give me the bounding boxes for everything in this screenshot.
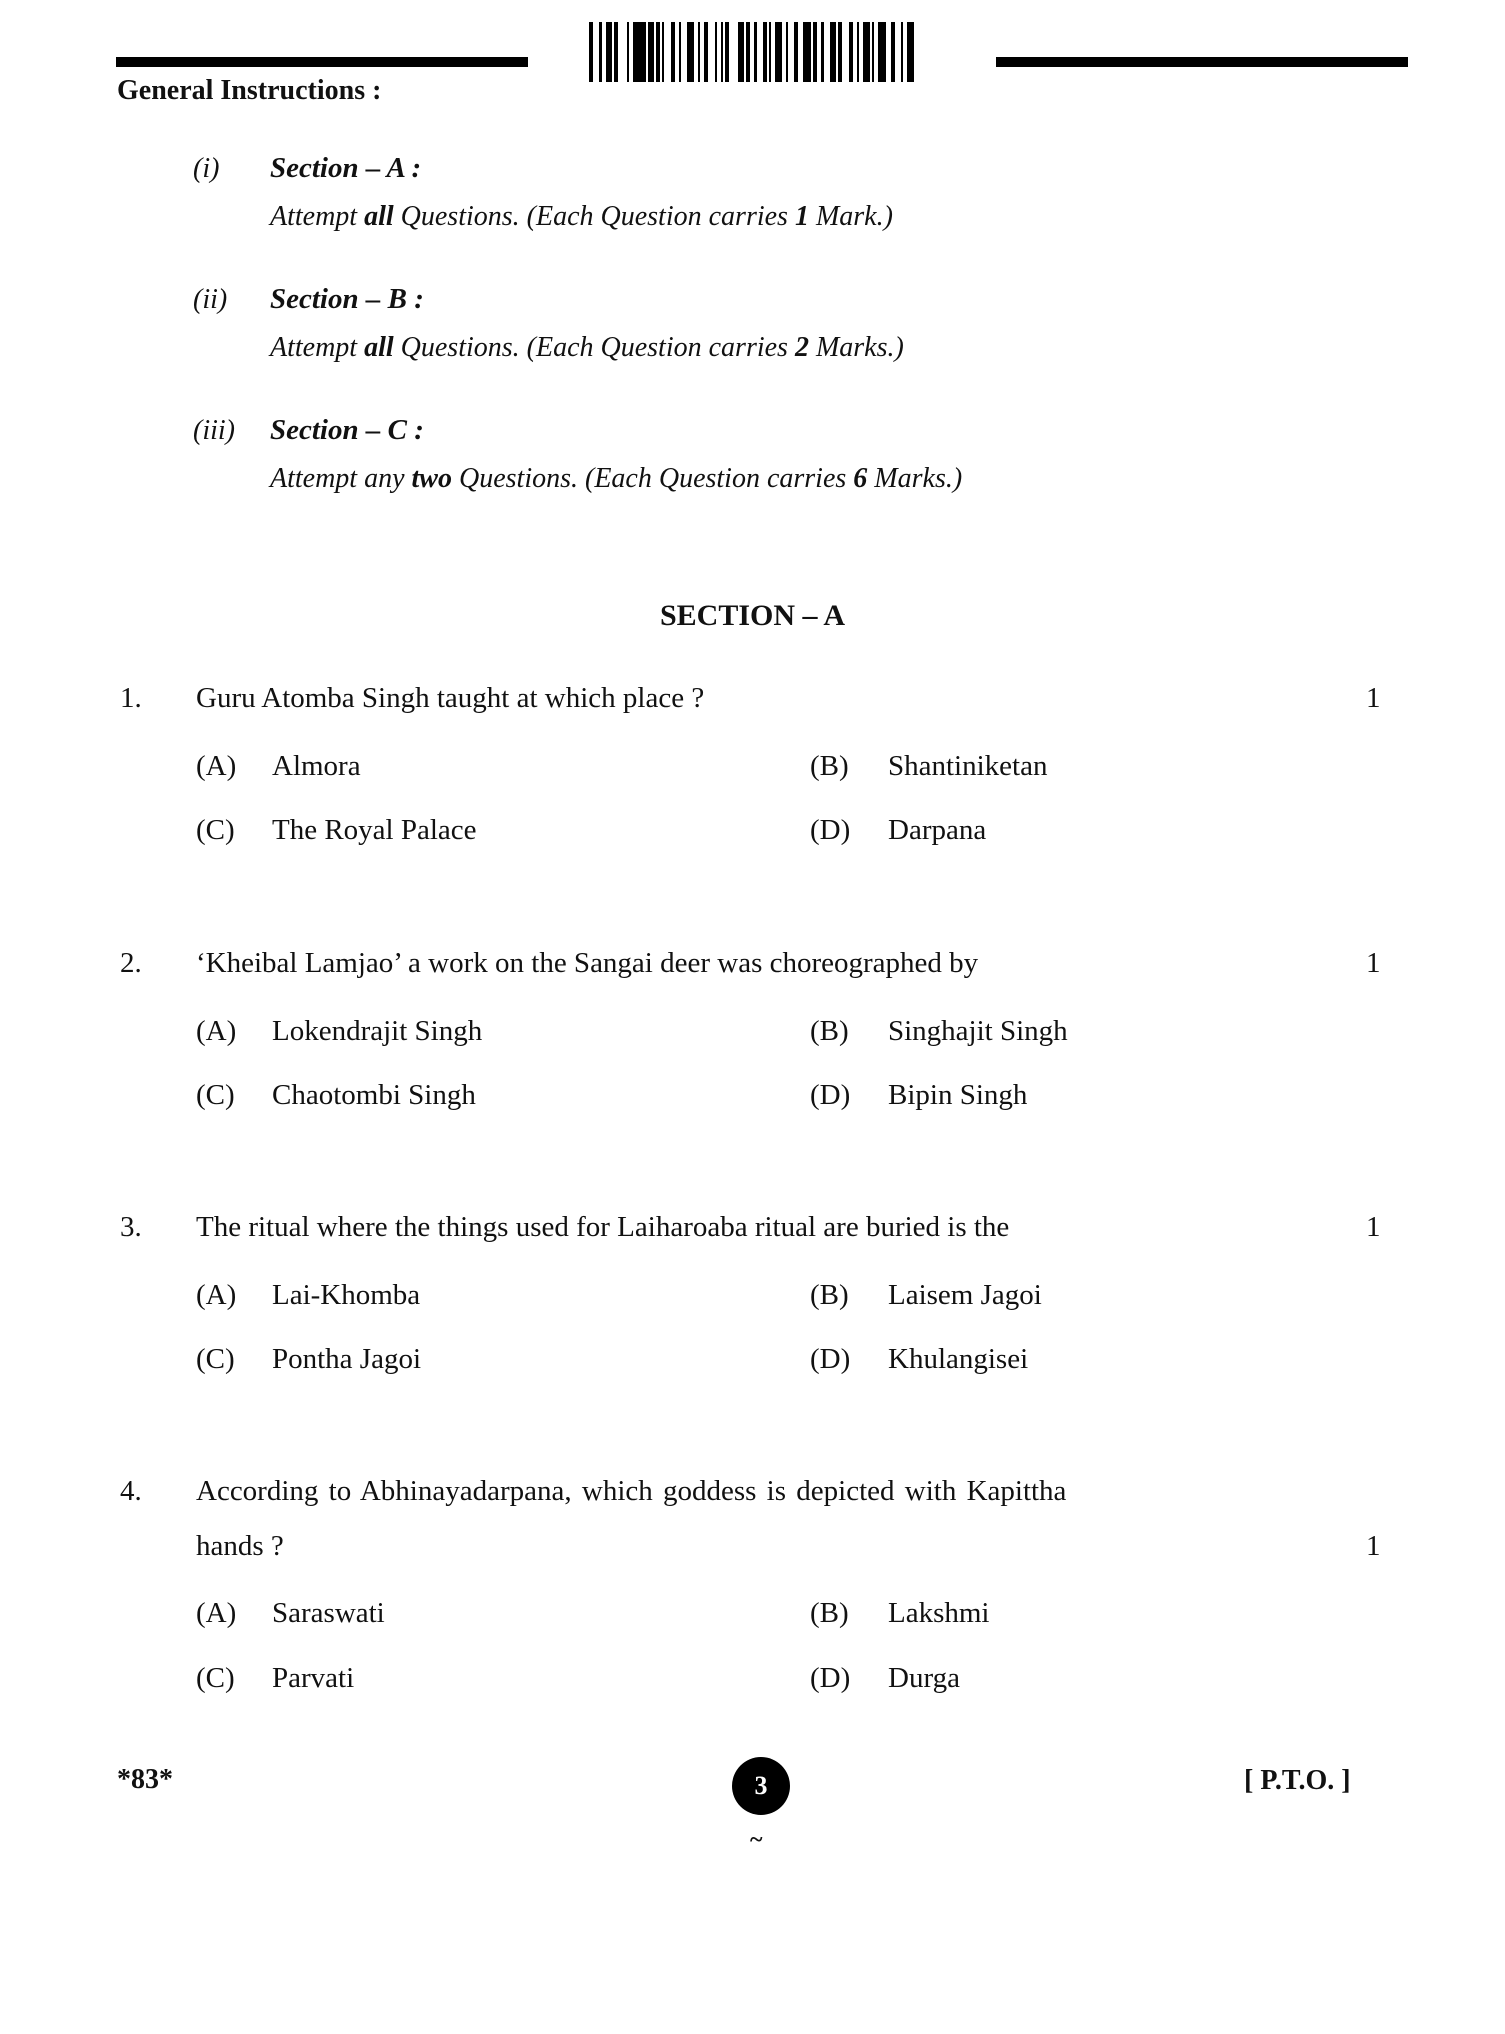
instruction-body [270, 465, 962, 493]
option-label: (C) [196, 1662, 235, 1694]
option-text: Darpana [888, 814, 987, 846]
option-label: (D) [810, 1079, 851, 1111]
option-label: (A) [196, 750, 237, 782]
option-text: The Royal Palace [272, 814, 477, 846]
option-text: Lakshmi [888, 1597, 990, 1629]
instruction-body [270, 334, 904, 362]
question-text-line-1: According to Abhinayadarpana, which goddess is depicted with Kapittha [196, 1475, 1067, 1507]
instruction-marks: 2 [794, 332, 809, 363]
instruction-text: Attempt [270, 201, 365, 232]
option-text: Parvati [272, 1662, 355, 1694]
instruction-marks: 1 [794, 201, 809, 232]
instruction-emphasis: all [364, 201, 394, 232]
question-marks: 1 [1366, 682, 1381, 714]
option-text: Khulangisei [888, 1343, 1029, 1375]
option-label: (D) [810, 1662, 851, 1694]
instruction-number: (i) [193, 153, 220, 184]
section-heading: SECTION – A [659, 599, 846, 632]
general-instructions-title: General Instructions : [117, 75, 382, 106]
tilde-mark: ~ [750, 1827, 763, 1853]
paper-code: *83* [117, 1764, 173, 1795]
option-label: (A) [196, 1597, 237, 1629]
instruction-text: Attempt [270, 332, 365, 363]
option-label: (C) [196, 1343, 235, 1375]
question-marks: 1 [1366, 1211, 1381, 1243]
instruction-emphasis: two [411, 463, 452, 494]
instruction-body [270, 203, 893, 231]
option-text: Durga [888, 1662, 960, 1694]
instruction-text: Attempt any [270, 463, 412, 494]
instruction-emphasis: all [364, 332, 394, 363]
option-label: (B) [810, 1597, 849, 1629]
instruction-text: Questions. (Each Question carries [452, 463, 854, 494]
option-label: (D) [810, 1343, 851, 1375]
option-label: (C) [196, 814, 235, 846]
question-text-line-2: hands ? [196, 1530, 284, 1562]
option-label: (A) [196, 1279, 237, 1311]
question-number: 2. [120, 947, 142, 979]
option-text: Lai-Khomba [272, 1279, 421, 1311]
header-rule-left [116, 57, 528, 67]
instruction-text: Mark.) [808, 201, 893, 232]
option-text: Singhajit Singh [888, 1015, 1068, 1047]
option-label: (B) [810, 1279, 849, 1311]
option-label: (B) [810, 750, 849, 782]
instruction-number: (ii) [193, 284, 228, 315]
instruction-text: Questions. (Each Question carries [393, 201, 795, 232]
header-rule-right [996, 57, 1408, 67]
instruction-number: (iii) [193, 415, 235, 446]
instruction-title: Section – A : [270, 152, 422, 184]
instruction-title: Section – C : [270, 414, 424, 446]
question-marks: 1 [1366, 1530, 1381, 1562]
question-marks: 1 [1366, 947, 1381, 979]
question-text: The ritual where the things used for Laiharoaba ritual are buried is the [196, 1211, 1010, 1243]
option-label: (A) [196, 1015, 237, 1047]
option-text: Shantiniketan [888, 750, 1048, 782]
option-text: Pontha Jagoi [272, 1343, 422, 1375]
option-text: Bipin Singh [888, 1079, 1028, 1111]
pto-label: [ P.T.O. ] [1244, 1765, 1351, 1796]
barcode-icon [589, 22, 916, 82]
instruction-title: Section – B : [270, 283, 424, 315]
option-label: (D) [810, 814, 851, 846]
instruction-marks: 6 [853, 463, 868, 494]
instruction-text: Questions. (Each Question carries [393, 332, 795, 363]
option-text: Almora [272, 750, 361, 782]
question-text: ‘Kheibal Lamjao’ a work on the Sangai deer was choreographed by [196, 947, 979, 979]
question-number: 3. [120, 1211, 142, 1243]
option-text: Chaotombi Singh [272, 1079, 476, 1111]
option-label: (B) [810, 1015, 849, 1047]
instruction-text: Marks.) [867, 463, 963, 494]
question-text: Guru Atomba Singh taught at which place ? [196, 682, 705, 714]
option-label: (C) [196, 1079, 235, 1111]
instruction-text: Marks.) [808, 332, 904, 363]
option-text: Lokendrajit Singh [272, 1015, 483, 1047]
question-number: 1. [120, 682, 142, 714]
question-number: 4. [120, 1475, 142, 1507]
page-number-badge: 3 [732, 1757, 790, 1815]
option-text: Laisem Jagoi [888, 1279, 1042, 1311]
option-text: Saraswati [272, 1597, 385, 1629]
